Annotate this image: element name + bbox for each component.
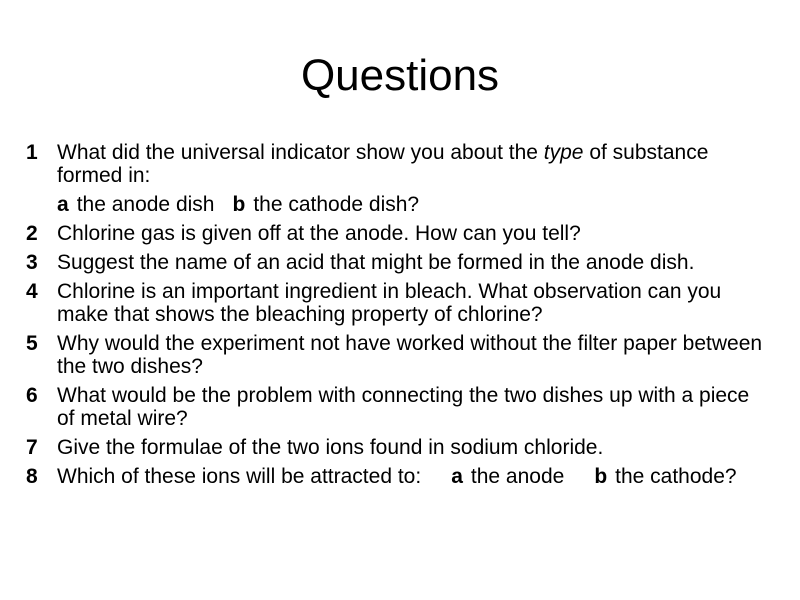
question-item [26,141,766,216]
question-text: Chlorine is an important ingredient in bleach. What observation can you make that shows the bleaching property of chlorine? [57,280,722,326]
question-number: 7 [26,436,38,459]
question-number: 6 [26,384,38,407]
question-text-part: Which of these ions will be attracted to: [57,465,422,488]
sub-text-a: the anode [470,465,565,488]
question-text [57,465,737,488]
question-number: 4 [26,280,38,303]
sub-text-b: the cathode dish? [253,193,420,216]
question-text-part: of substance formed in: [57,141,709,187]
question-number: 2 [26,222,38,245]
sub-label-b: b [594,465,608,488]
sub-label-a: a [451,465,463,488]
question-text-emphasis: type [543,141,584,164]
question-number: 5 [26,332,38,355]
question-text: What would be the problem with connecting the two dishes up with a piece of metal wire? [57,384,750,430]
question-item [26,384,766,430]
question-item [26,465,766,488]
question-text: Why would the experiment not have worked without the filter paper between the two dishes? [57,332,763,378]
question-text: Chlorine gas is given off at the anode. How can you tell? [57,222,581,245]
question-item [26,280,766,326]
sub-text-a: the anode dish [76,193,215,216]
question-list [26,141,766,494]
slide-title: Questions [300,51,500,100]
question-number: 3 [26,251,38,274]
question-item [26,251,766,274]
question-number: 8 [26,465,38,488]
question-item [26,436,766,459]
sub-text-b: the cathode? [615,465,737,488]
sub-options [57,193,766,216]
question-text: Suggest the name of an acid that might be formed in the anode dish. [57,251,695,274]
question-item [26,332,766,378]
sub-label-a: a [57,193,69,216]
question-text-part: What did the universal indicator show you about the [57,141,544,164]
question-number: 1 [26,141,38,164]
question-text: Give the formulae of the two ions found in sodium chloride. [57,436,604,459]
sub-label-b: b [232,193,246,216]
question-item [26,222,766,245]
question-text [57,141,708,187]
